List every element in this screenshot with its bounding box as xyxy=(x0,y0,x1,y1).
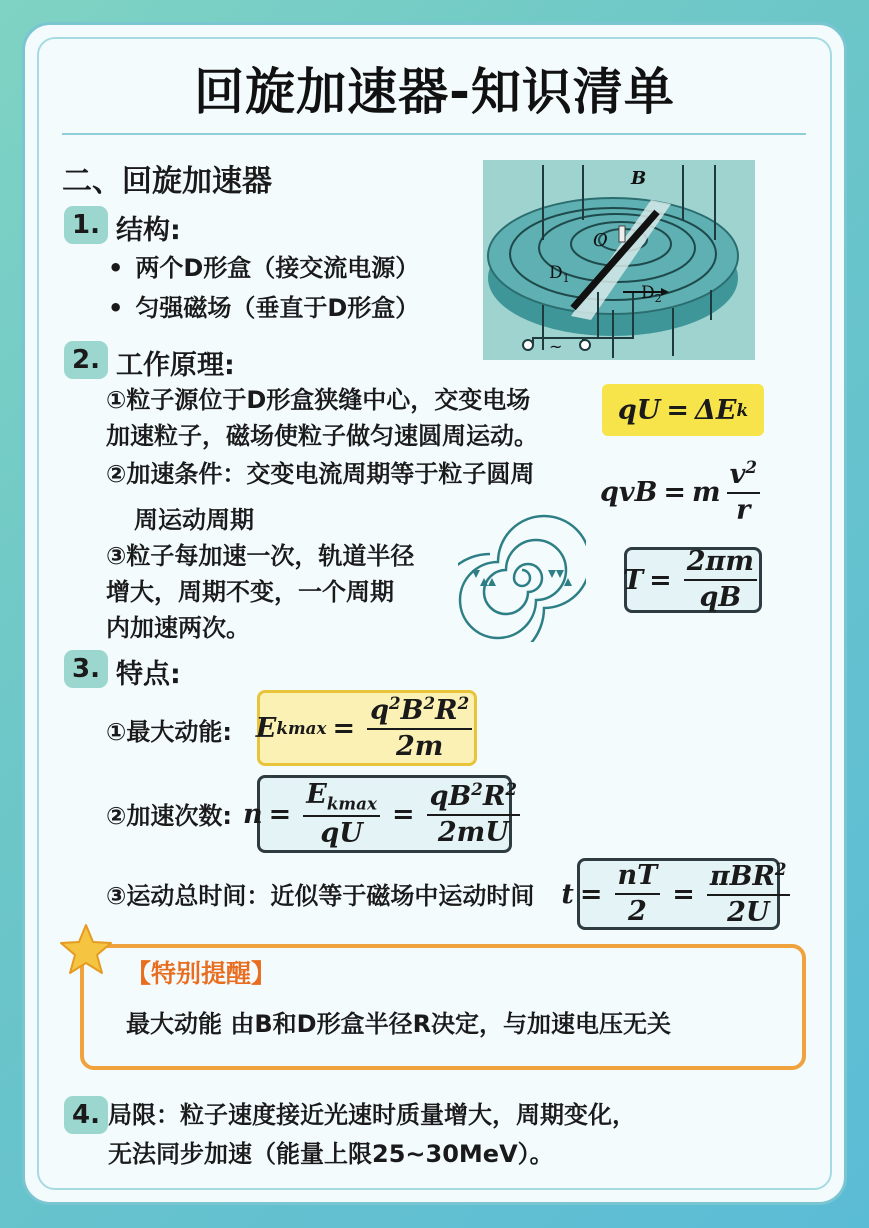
formula-total-time xyxy=(561,858,787,930)
title-divider xyxy=(62,133,806,135)
fmax-r: R xyxy=(435,695,458,727)
feature-label-accel-count: ②加速次数: xyxy=(106,802,232,830)
section-number-4: 4. xyxy=(64,1096,108,1134)
fn-num2-r: R xyxy=(482,781,506,813)
fmax-den: 2m xyxy=(396,731,444,762)
ft-den1: 2 xyxy=(628,896,647,927)
structure-bullet-1: • 两个D形盒（接交流电源） xyxy=(108,250,419,286)
formula-lorentz-centripetal xyxy=(598,452,768,532)
limitation-line-1: 局限：粒子速度接近光速时质量增大，周期变化， xyxy=(108,1101,636,1129)
section-label-structure: 结构: xyxy=(116,215,181,246)
principle-line-1: ①粒子源位于D形盒狭缝中心，交变电场 xyxy=(106,386,531,414)
reminder-title: 【特别提醒】 xyxy=(126,959,277,988)
figure-label-ac: ~ xyxy=(549,337,563,356)
ft-num1: nT xyxy=(615,861,661,895)
fn-num2-sup-r: 2 xyxy=(505,779,518,800)
principle-line-5: ③粒子每加速一次，轨道半径 xyxy=(106,542,415,570)
section-label-principle: 工作原理: xyxy=(116,350,235,381)
formula-acceleration-count xyxy=(242,775,518,853)
f3-lhs: T xyxy=(623,564,644,596)
principle-line-2: 加速粒子，磁场使粒子做匀速圆周运动。 xyxy=(106,422,538,450)
f3-eq: = xyxy=(649,564,672,596)
fn-den2: 2mU xyxy=(437,817,509,848)
f1-sub: k xyxy=(736,400,749,420)
f3-den: qB xyxy=(699,582,742,613)
fn-eq1: = xyxy=(268,798,292,830)
principle-line-3: ②加速条件：交变电流周期等于粒子圆周 xyxy=(106,460,535,488)
fn-num1-sub: kmax xyxy=(326,793,377,814)
fmax-b: B xyxy=(400,695,424,727)
fmax-lhs: E xyxy=(255,712,277,744)
formula-energy-gain xyxy=(602,384,764,436)
fmax-eq: = xyxy=(332,712,356,744)
principle-line-6: 增大，周期不变，一个周期 xyxy=(106,578,394,606)
fn-num1-e: E xyxy=(306,778,327,810)
fmax-sup-b: 2 xyxy=(423,693,436,714)
section-number-1: 1. xyxy=(64,206,108,244)
figure-label-b: B xyxy=(631,168,647,189)
f2-num: v xyxy=(729,459,746,491)
formula-max-kinetic-energy xyxy=(257,690,477,766)
ft-num2: πBR xyxy=(709,861,775,893)
page-title: 回旋加速器-知识清单 xyxy=(194,63,675,121)
cyclotron-diagram xyxy=(483,160,755,360)
figure-label-d2: D xyxy=(641,283,655,303)
ft-eq1: = xyxy=(579,878,603,910)
ft-eq2: = xyxy=(672,878,695,910)
ft-lhs: t xyxy=(561,878,574,910)
fn-lhs: n xyxy=(242,798,263,830)
limitation-line-2: 无法同步加速（能量上限25~30MeV）。 xyxy=(108,1140,554,1168)
special-reminder-box xyxy=(80,944,806,1070)
fn-num2-qb: qB xyxy=(429,781,472,813)
section-heading: 二、回旋加速器 xyxy=(62,164,272,199)
f2-lhs: qvB xyxy=(600,476,658,508)
structure-bullet-2: • 匀强磁场（垂直于D形盒） xyxy=(108,290,419,326)
f1-eq: = xyxy=(666,394,689,426)
spiral-orbit-icon xyxy=(458,514,586,642)
fn-den1: qU xyxy=(320,817,363,849)
section-number-2: 2. xyxy=(64,341,108,379)
principle-line-4: 周运动周期 xyxy=(134,506,254,534)
figure-label-d2-sub: 2 xyxy=(654,292,662,305)
reminder-text: 最大动能 由B和D形盒半径R决定，与加速电压无关 xyxy=(126,1010,672,1038)
f3-num: 2πm xyxy=(684,547,757,581)
figure-label-o: O xyxy=(593,230,608,251)
f2-den: r xyxy=(736,495,751,526)
fn-eq2: = xyxy=(391,798,415,830)
feature-label-max-ke: ①最大动能: xyxy=(106,718,232,746)
f2-num-sup: 2 xyxy=(745,457,757,478)
f2-eq: = xyxy=(663,476,687,508)
fn-num2-sup-b: 2 xyxy=(471,779,483,800)
f1-rhs: ΔE xyxy=(694,394,737,426)
f2-m: m xyxy=(692,476,721,508)
section-label-features: 特点: xyxy=(116,659,181,690)
fmax-lhs-sub: kmax xyxy=(276,718,327,738)
star-icon xyxy=(58,922,114,978)
principle-line-7: 内加速两次。 xyxy=(106,614,250,642)
ft-den2: 2U xyxy=(727,897,770,928)
f1-lhs: qU xyxy=(617,394,661,426)
fmax-q: q xyxy=(370,695,389,727)
fmax-sup-q: 2 xyxy=(389,693,401,714)
formula-period xyxy=(624,547,762,613)
fmax-sup-r: 2 xyxy=(457,693,470,714)
figure-label-d1-sub: 1 xyxy=(562,272,570,285)
figure-label-d1: D xyxy=(549,263,563,283)
feature-label-total-time: ③运动总时间：近似等于磁场中运动时间 xyxy=(106,882,535,910)
ft-num2-sup: 2 xyxy=(774,859,787,880)
section-number-3: 3. xyxy=(64,650,108,688)
